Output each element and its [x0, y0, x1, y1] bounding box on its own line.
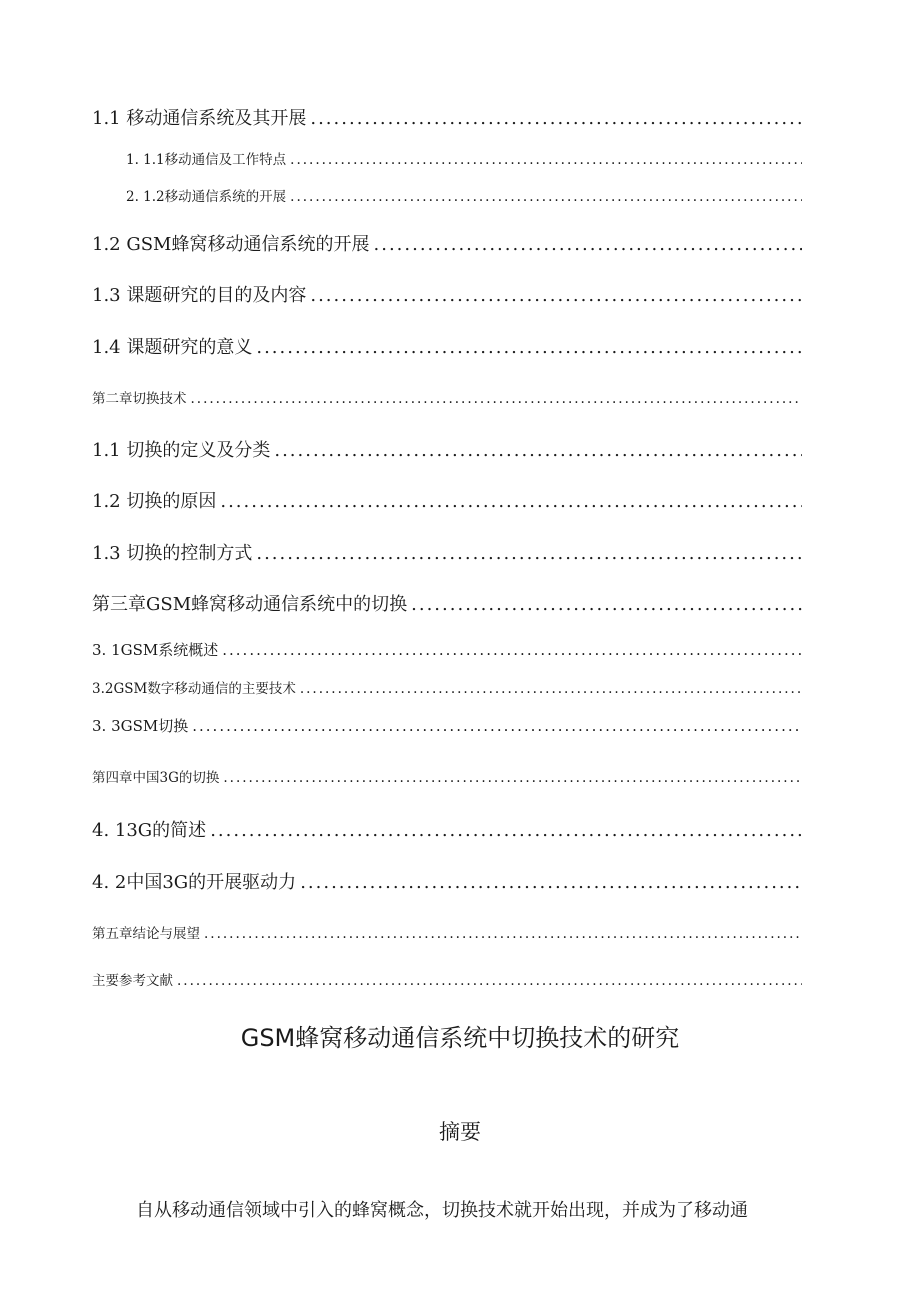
toc-entry[interactable]	[92, 539, 802, 565]
toc-entry[interactable]	[92, 436, 802, 462]
toc-entry-text: 第二章切换技术	[92, 391, 187, 407]
toc-entry[interactable]	[92, 677, 802, 697]
abstract-heading: 摘要	[439, 1120, 481, 1144]
toc-leader-dots	[256, 337, 802, 358]
toc-entry-text: 2. 1.2移动通信系统的开展	[126, 189, 287, 205]
toc-entry-text: 主要参考文献	[92, 973, 173, 989]
toc-leader-dots	[223, 770, 802, 786]
toc-entry[interactable]	[126, 185, 802, 205]
toc-entry-text: 4. 13G的简述	[92, 820, 207, 841]
toc-entry-text: 1.3 切换的控制方式	[92, 543, 253, 564]
toc-leader-dots	[300, 872, 802, 893]
document-title: GSM蜂窝移动通信系统中切换技术的研究	[240, 1024, 680, 1052]
toc-entry[interactable]	[92, 639, 802, 660]
toc-entry-text: 1.1 切换的定义及分类	[92, 440, 271, 461]
toc-leader-dots	[374, 234, 803, 255]
toc-leader-dots	[191, 391, 803, 407]
toc-entry-text: 1.2 切换的原因	[92, 491, 217, 512]
toc-entry[interactable]	[92, 387, 802, 407]
toc-entry[interactable]	[92, 922, 802, 942]
toc-leader-dots	[222, 641, 802, 659]
toc-entry-text: 3. 1GSM系统概述	[92, 641, 219, 659]
toc-entry-text: 第三章GSM蜂窝移动通信系统中的切换	[92, 594, 408, 615]
toc-entry[interactable]	[92, 281, 802, 307]
toc-entry[interactable]	[92, 487, 802, 513]
toc-leader-dots	[310, 108, 802, 129]
toc-entry-text: 第四章中国3G的切换	[92, 770, 220, 786]
toc-leader-dots	[274, 440, 802, 461]
toc-leader-dots	[177, 973, 802, 989]
toc-leader-dots	[290, 189, 802, 205]
toc-entry[interactable]	[92, 969, 802, 989]
toc-leader-dots	[290, 152, 802, 168]
toc-entry[interactable]	[92, 104, 802, 130]
toc-leader-dots	[300, 681, 802, 697]
toc-entry[interactable]	[92, 868, 802, 894]
toc-entry-text: 1. 1.1移动通信及工作特点	[126, 152, 287, 168]
toc-entry[interactable]	[126, 148, 802, 168]
toc-entry[interactable]	[92, 715, 802, 736]
abstract-paragraph: 自从移动通信领域中引入的蜂窝概念，切换技术就开始出现，并成为了移动通	[136, 1200, 748, 1221]
toc-leader-dots	[310, 285, 802, 306]
toc-entry[interactable]	[92, 590, 802, 616]
toc-entry[interactable]	[92, 766, 802, 786]
toc-entry-text: 1.4 课题研究的意义	[92, 337, 253, 358]
toc-entry-text: 3.2GSM数字移动通信的主要技术	[92, 681, 296, 697]
toc-entry[interactable]	[92, 230, 802, 256]
toc-leader-dots	[220, 491, 802, 512]
toc-leader-dots	[204, 926, 802, 942]
toc-entry-text: 1.3 课题研究的目的及内容	[92, 285, 307, 306]
toc-entry[interactable]	[92, 816, 802, 842]
toc-leader-dots	[411, 594, 802, 615]
toc-leader-dots	[192, 717, 802, 735]
toc-leader-dots	[256, 543, 802, 564]
toc-leader-dots	[210, 820, 802, 841]
toc-entry-text: 第五章结论与展望	[92, 926, 200, 942]
toc-entry-text: 1.2 GSM蜂窝移动通信系统的开展	[92, 234, 370, 255]
toc-entry[interactable]	[92, 333, 802, 359]
toc-entry-text: 4. 2中国3G的开展驱动力	[92, 872, 297, 893]
toc-entry-text: 3. 3GSM切换	[92, 717, 189, 735]
toc-entry-text: 1.1 移动通信系统及其开展	[92, 108, 307, 129]
